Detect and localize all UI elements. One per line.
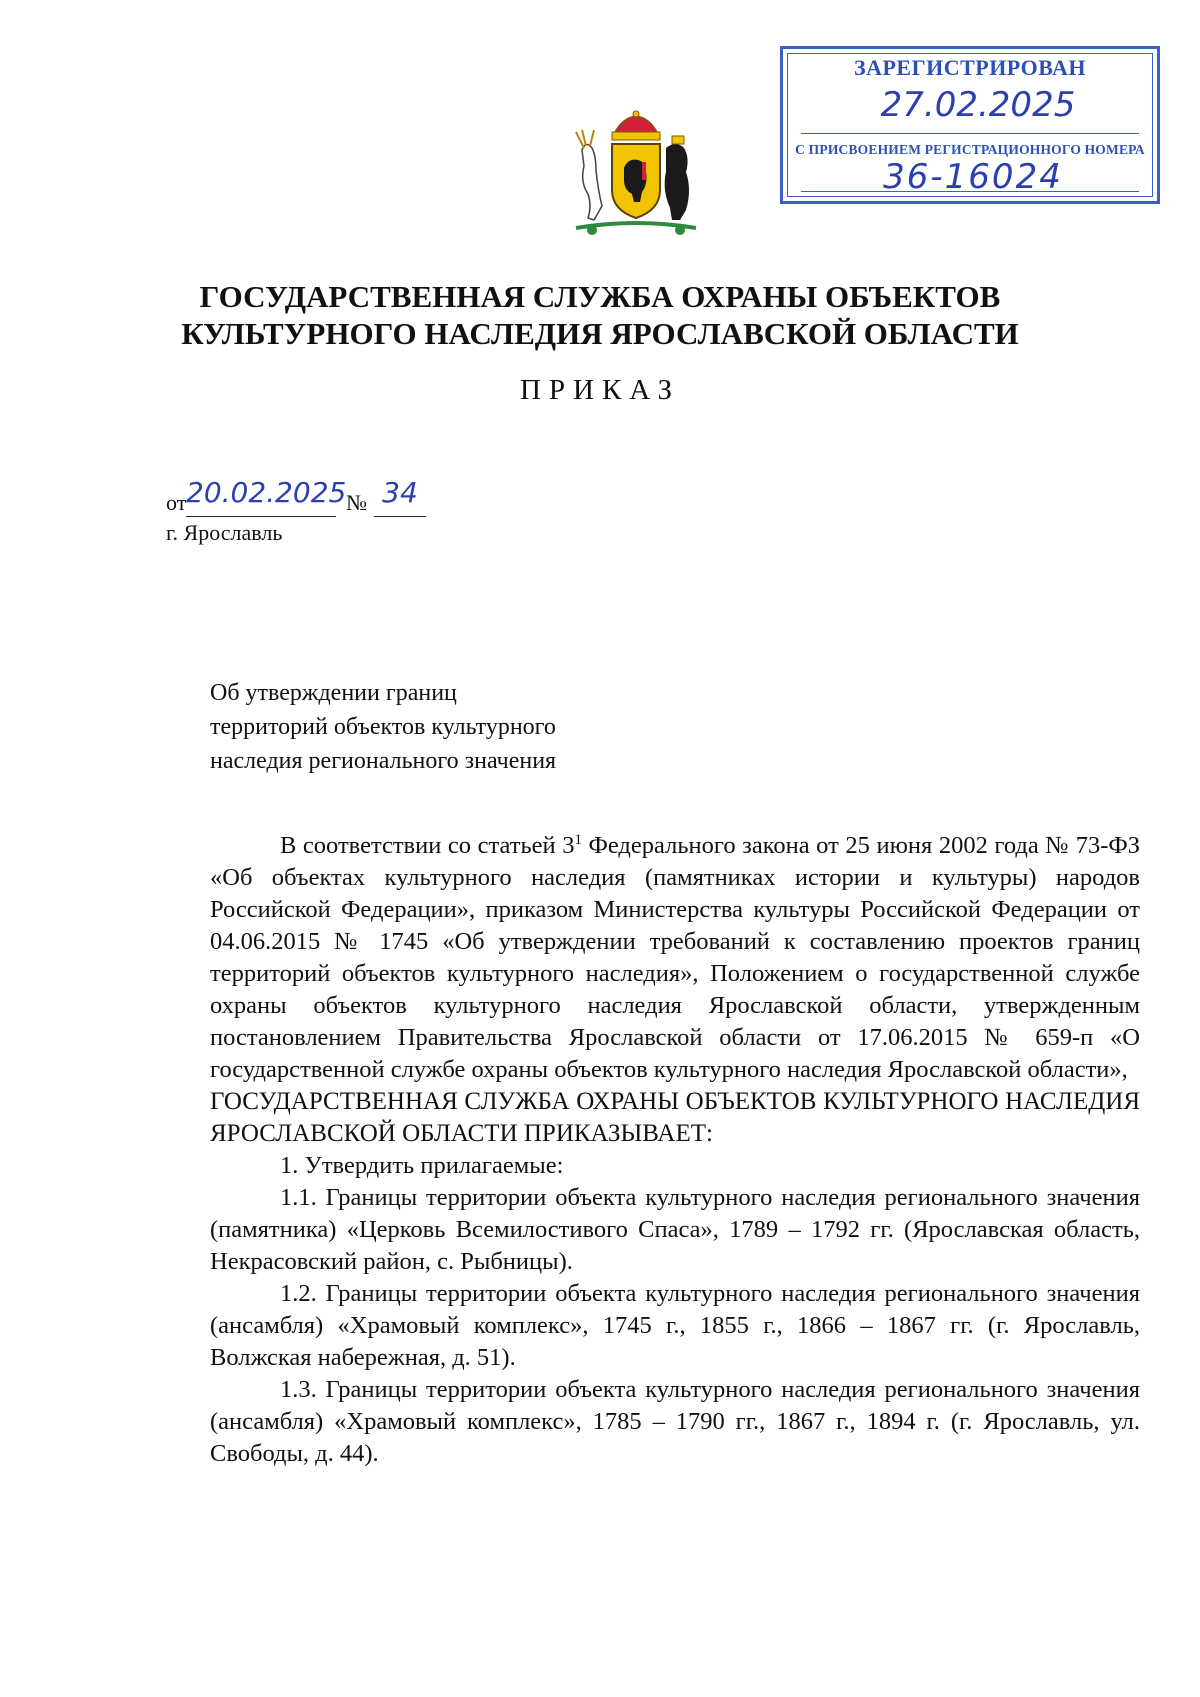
org-title-line-1: ГОСУДАРСТВЕННАЯ СЛУЖБА ОХРАНЫ ОБЪЕКТОВ xyxy=(199,279,1001,314)
subject-line-3: наследия регионального значения xyxy=(210,748,557,774)
stamp-divider xyxy=(801,133,1139,134)
order-date: 20.02.2025 xyxy=(186,476,347,509)
stamp-divider xyxy=(801,191,1139,192)
order-number: 34 xyxy=(382,476,418,509)
item-1-2: 1.2. Границы территории объекта культурного наследия регионального значения (ансамбля) «Храмовый комплекс», 1745 г., 1855 г., 1866 – 1867 гг. (г. Ярославль, Волжская набережная, д. 51). xyxy=(210,1280,1140,1371)
number-underline xyxy=(374,516,426,517)
subject-line-1: Об утверждении границ xyxy=(210,680,457,706)
stamp-title: ЗАРЕГИСТРИРОВАН xyxy=(853,55,1087,80)
subject-line-2: территорий объектов культурного xyxy=(210,714,556,740)
stamp-registration-number: 36-16024 xyxy=(883,157,1063,197)
document-type-title: ПРИКАЗ xyxy=(519,374,681,406)
preamble-start: В соответствии со статьей 3 xyxy=(280,832,575,859)
stamp-date: 27.02.2025 xyxy=(880,85,1076,125)
stamp-subtitle: С ПРИСВОЕНИЕМ РЕГИСТРАЦИОННОГО НОМЕРА xyxy=(795,142,1145,157)
preamble-rest: Федерального закона от 25 июня 2002 года № 73-ФЗ «Об объектах культурного наследия (памятниках истории и культуры) народов Российской Федерации», приказом Министерства культуры Российской Федерации от 04.06.2015 № 1745 «Об утверждении требований к составлению проектов границ территорий объектов культурного наследия», Положением о государственной службе охраны объектов культурного наследия Ярославской области, утвержденным постановлением Правительства Ярославской области от 17.06.2015 № 659-п «О государственной службе охраны объектов культурного наследия Ярославской области», xyxy=(210,832,1140,1083)
city-label: г. Ярославль xyxy=(166,520,283,545)
item-1-1: 1.1. Границы территории объекта культурного наследия регионального значения (памятника) «Церковь Всемилостивого Спаса», 1789 – 1792 гг. (Ярославская область, Некрасовский район, с. Рыбницы). xyxy=(210,1184,1140,1275)
number-label: № xyxy=(346,490,367,515)
item-1: 1. Утвердить прилагаемые: xyxy=(280,1152,564,1179)
registration-stamp xyxy=(780,46,1160,204)
item-1-3: 1.3. Границы территории объекта культурного наследия регионального значения (ансамбля) «Храмовый комплекс», 1785 – 1790 гг., 1867 г., 1894 г. (г. Ярославль, ул. Свободы, д. 44). xyxy=(210,1376,1140,1467)
org-title-line-2: КУЛЬТУРНОГО НАСЛЕДИЯ ЯРОСЛАВСКОЙ ОБЛАСТИ xyxy=(181,316,1019,351)
yaroslavl-coat-of-arms-icon xyxy=(562,110,710,240)
order-subject xyxy=(210,676,556,778)
date-underline xyxy=(186,516,336,517)
preamble-paragraph xyxy=(210,830,1140,1086)
from-label: от xyxy=(166,490,187,515)
order-date-number xyxy=(166,476,426,515)
orders-paragraph: ГОСУДАРСТВЕННАЯ СЛУЖБА ОХРАНЫ ОБЪЕКТОВ КУЛЬТУРНОГО НАСЛЕДИЯ ЯРОСЛАВСКОЙ ОБЛАСТИ ПРИКАЗЫВАЕТ: xyxy=(210,1088,1140,1147)
order-body xyxy=(210,830,1140,1470)
article-superscript: 1 xyxy=(574,831,582,848)
organization-title xyxy=(150,278,1050,352)
